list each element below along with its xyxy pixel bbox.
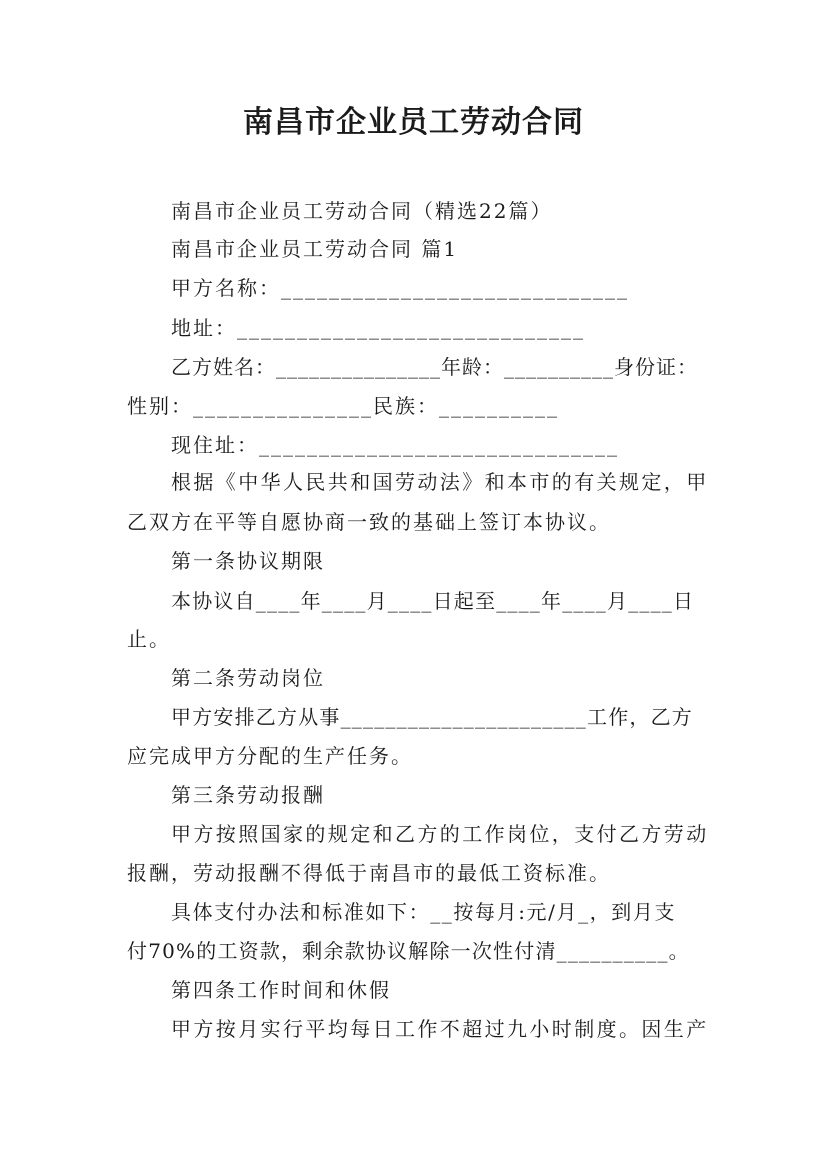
payment-line-2: 付70%的工资款，剩余款协议解除一次性付清__________。: [127, 939, 690, 963]
article-3-line-2: 报酬，劳动报酬不得低于南昌市的最低工资标准。: [127, 861, 611, 885]
current-address-field: 现住址：______________________________: [171, 433, 619, 457]
subtitle-line: 南昌市企业员工劳动合同（精选22篇）: [171, 199, 553, 223]
party-b-info-line: 乙方姓名：_______________年龄：__________身份证：: [171, 355, 698, 379]
gender-ethnicity-line: 性别：_______________民族：__________: [127, 394, 559, 418]
article-2-heading: 第二条劳动岗位: [171, 666, 325, 690]
page-title: 南昌市企业员工劳动合同: [243, 105, 584, 140]
basis-paragraph-line-1: 根据《中华人民共和国劳动法》和本市的有关规定，甲: [171, 470, 709, 494]
address-field: 地址：_____________________________: [171, 316, 585, 340]
article-1-line-1: 本协议自____年____月____日起至____年____月____日: [171, 589, 695, 613]
article-1-heading: 第一条协议期限: [171, 549, 325, 573]
article-1-line-2: 止。: [127, 627, 171, 651]
payment-line-1: 具体支付办法和标准如下：__按每月:元/月_，到月支: [171, 900, 677, 924]
article-2-line-1: 甲方安排乙方从事______________________工作，乙方: [171, 705, 693, 729]
chapter-heading: 南昌市企业员工劳动合同 篇1: [171, 237, 459, 261]
basis-paragraph-line-2: 乙双方在平等自愿协商一致的基础上签订本协议。: [127, 510, 611, 534]
article-3-heading: 第三条劳动报酬: [171, 783, 325, 807]
party-a-name-field: 甲方名称：_____________________________: [171, 276, 629, 300]
article-4-line-1: 甲方按月实行平均每日工作不超过九小时制度。因生产: [171, 1017, 709, 1041]
article-2-line-2: 应完成甲方分配的生产任务。: [127, 744, 413, 768]
article-3-line-1: 甲方按照国家的规定和乙方的工作岗位，支付乙方劳动: [171, 822, 709, 846]
article-4-heading: 第四条工作时间和休假: [171, 978, 391, 1002]
